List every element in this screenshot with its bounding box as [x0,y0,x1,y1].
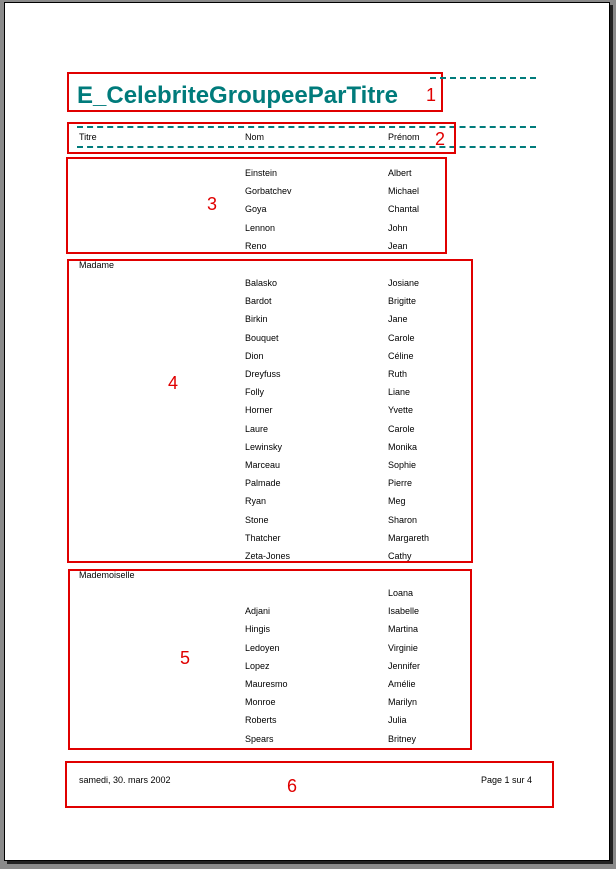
row-nom: Marceau [245,460,281,470]
callout-3: 3 [207,194,218,214]
row-prenom: Loana [388,588,414,598]
row-prenom: Meg [388,496,406,507]
callout-5: 5 [180,648,191,668]
row-nom: Reno [245,240,267,251]
report-title: E_CelebriteGroupeeParTitre [77,82,399,109]
row-nom: Lewinsky [245,441,283,452]
title-dashed-rule [430,77,536,79]
header-prenom: Prénom [388,132,420,142]
row-prenom: Jennifer [388,660,421,671]
row-nom: Mauresmo [245,679,288,689]
row-prenom: Ruth [388,369,408,379]
row-prenom: Pierre [388,478,413,489]
row-nom: Goya [245,204,267,215]
row-prenom: John [388,222,408,233]
row-nom: Hingis [245,624,271,635]
row-prenom: Jane [388,314,408,325]
row-nom: Spears [245,733,274,744]
row-prenom: Martina [388,624,419,635]
row-nom: Ledoyen [245,642,280,653]
row-nom: Stone [245,514,269,525]
row-prenom: Brigitte [388,296,417,307]
row-prenom: Amélie [388,679,416,689]
row-prenom: Michael [388,186,420,197]
callout-4: 4 [168,373,179,393]
row-prenom: Sharon [388,514,418,525]
row-nom: Zeta-Jones [245,551,291,561]
row-nom: Thatcher [245,532,281,543]
row-nom: Laure [245,423,269,434]
row-prenom: Isabelle [388,606,420,617]
row-prenom: Liane [388,387,411,398]
row-nom: Gorbatchev [245,186,292,197]
row-nom: Folly [245,387,265,398]
row-nom: Monroe [245,697,276,708]
row-nom: Dreyfuss [245,369,281,379]
row-prenom: Sophie [388,460,417,470]
footer-date: samedi, 30. mars 2002 [79,775,171,785]
group-title-madame: Madame [79,260,115,270]
row-nom: Lopez [245,660,270,671]
row-nom: Palmade [245,478,281,489]
row-prenom: Carole [388,423,415,434]
callout-2: 2 [435,129,446,149]
row-prenom: Céline [388,350,414,361]
row-prenom: Marilyn [388,697,418,708]
header-nom: Nom [245,132,265,142]
row-prenom: Julia [388,715,407,726]
row-prenom: Margareth [388,532,430,543]
row-nom: Bouquet [245,332,279,343]
row-prenom: Josiane [388,278,420,288]
row-prenom: Cathy [388,551,412,561]
row-nom: Adjani [245,606,271,617]
row-prenom: Jean [388,240,408,251]
row-nom: Roberts [245,715,277,726]
row-prenom: Carole [388,332,415,343]
row-nom: Balasko [245,278,278,288]
row-prenom: Albert [388,168,412,178]
callout-6: 6 [287,776,298,796]
footer-page-number: Page 1 sur 4 [481,775,533,785]
row-prenom: Chantal [388,204,420,215]
row-prenom: Yvette [388,405,414,416]
row-nom: Ryan [245,496,267,507]
row-nom: Dion [245,350,264,361]
row-nom: Lennon [245,222,276,233]
row-prenom: Monika [388,441,418,452]
row-nom: Birkin [245,314,268,325]
row-nom: Bardot [245,296,272,307]
row-nom: Horner [245,405,273,416]
row-prenom: Virginie [388,642,418,653]
callout-1: 1 [426,85,437,105]
row-prenom: Britney [388,733,417,744]
header-titre: Titre [79,132,97,142]
group-title-mademoiselle: Mademoiselle [79,570,135,580]
row-nom: Einstein [245,168,278,178]
